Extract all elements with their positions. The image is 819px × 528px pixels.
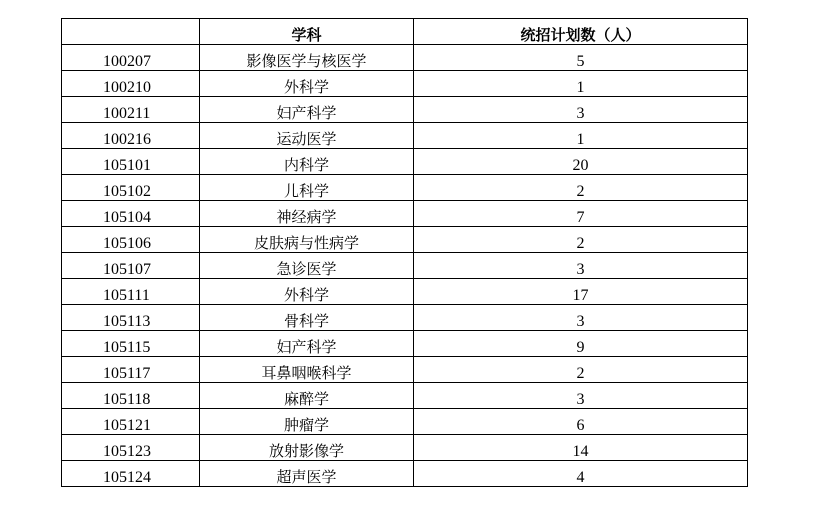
table-row <box>62 123 748 149</box>
plan-count-cell: 7 <box>414 201 748 227</box>
table-row <box>62 149 748 175</box>
subject-name-cell: 外科学 <box>200 71 414 97</box>
plan-count-cell: 3 <box>414 253 748 279</box>
plan-count-cell: 14 <box>414 435 748 461</box>
subject-code-cell: 100210 <box>62 71 200 97</box>
subject-name-cell: 皮肤病与性病学 <box>200 227 414 253</box>
subject-name-cell: 麻醉学 <box>200 383 414 409</box>
subject-code-cell: 105115 <box>62 331 200 357</box>
subject-name-cell: 骨科学 <box>200 305 414 331</box>
header-count: 统招计划数（人） <box>414 19 748 45</box>
plan-count-cell: 6 <box>414 409 748 435</box>
plan-count-cell: 9 <box>414 331 748 357</box>
plan-count-cell: 2 <box>414 175 748 201</box>
table-row <box>62 201 748 227</box>
subject-name-cell: 肿瘤学 <box>200 409 414 435</box>
subject-code-cell: 100216 <box>62 123 200 149</box>
subject-code-cell: 105102 <box>62 175 200 201</box>
header-subject: 学科 <box>200 19 414 45</box>
subject-name-cell: 急诊医学 <box>200 253 414 279</box>
subject-code-cell: 105118 <box>62 383 200 409</box>
table-row <box>62 227 748 253</box>
subject-code-cell: 105124 <box>62 461 200 487</box>
subject-name-cell: 运动医学 <box>200 123 414 149</box>
table-row <box>62 461 748 487</box>
subject-code-cell: 105111 <box>62 279 200 305</box>
table-row <box>62 279 748 305</box>
subject-code-cell: 105107 <box>62 253 200 279</box>
subject-name-cell: 神经病学 <box>200 201 414 227</box>
plan-count-cell: 2 <box>414 357 748 383</box>
table-row <box>62 435 748 461</box>
subject-code-cell: 100207 <box>62 45 200 71</box>
subject-name-cell: 内科学 <box>200 149 414 175</box>
plan-count-cell: 3 <box>414 305 748 331</box>
enrollment-plan-table-container <box>61 18 748 487</box>
subject-code-cell: 105113 <box>62 305 200 331</box>
subject-code-cell: 105121 <box>62 409 200 435</box>
table-row <box>62 331 748 357</box>
table-row <box>62 305 748 331</box>
header-code <box>62 19 200 45</box>
enrollment-plan-table <box>61 18 748 487</box>
plan-count-cell: 20 <box>414 149 748 175</box>
plan-count-cell: 3 <box>414 383 748 409</box>
plan-count-cell: 4 <box>414 461 748 487</box>
table-row <box>62 71 748 97</box>
table-row <box>62 253 748 279</box>
plan-count-cell: 2 <box>414 227 748 253</box>
subject-code-cell: 105123 <box>62 435 200 461</box>
subject-name-cell: 超声医学 <box>200 461 414 487</box>
subject-name-cell: 耳鼻咽喉科学 <box>200 357 414 383</box>
table-row <box>62 383 748 409</box>
plan-count-cell: 1 <box>414 71 748 97</box>
subject-name-cell: 儿科学 <box>200 175 414 201</box>
plan-count-cell: 3 <box>414 97 748 123</box>
table-row <box>62 409 748 435</box>
subject-name-cell: 外科学 <box>200 279 414 305</box>
table-body <box>62 45 748 487</box>
plan-count-cell: 17 <box>414 279 748 305</box>
subject-name-cell: 放射影像学 <box>200 435 414 461</box>
subject-code-cell: 105104 <box>62 201 200 227</box>
subject-name-cell: 影像医学与核医学 <box>200 45 414 71</box>
table-row <box>62 175 748 201</box>
plan-count-cell: 1 <box>414 123 748 149</box>
subject-code-cell: 105117 <box>62 357 200 383</box>
subject-code-cell: 105106 <box>62 227 200 253</box>
subject-code-cell: 100211 <box>62 97 200 123</box>
table-header-row <box>62 19 748 45</box>
table-row <box>62 45 748 71</box>
subject-name-cell: 妇产科学 <box>200 331 414 357</box>
table-row <box>62 97 748 123</box>
plan-count-cell: 5 <box>414 45 748 71</box>
subject-name-cell: 妇产科学 <box>200 97 414 123</box>
table-row <box>62 357 748 383</box>
subject-code-cell: 105101 <box>62 149 200 175</box>
